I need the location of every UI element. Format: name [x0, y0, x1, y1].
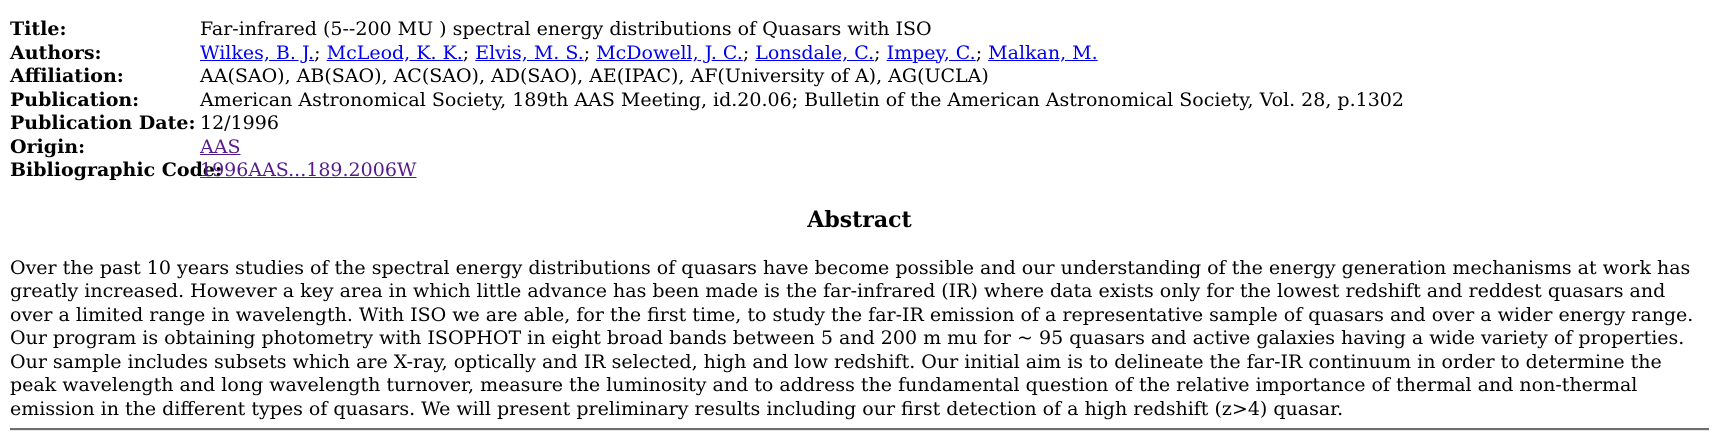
field-label-origin: Origin:: [10, 135, 86, 158]
author-separator: ;: [742, 41, 756, 64]
bottom-divider: [10, 428, 1709, 431]
author-separator: ;: [583, 41, 597, 64]
author-link[interactable]: Impey, C.: [886, 41, 976, 64]
bibcode-link[interactable]: 1996AAS...189.2006W: [200, 159, 417, 181]
author-separator: ;: [462, 41, 476, 64]
field-label-publication-date: Publication Date:: [10, 112, 196, 134]
author-list: [200, 42, 1709, 66]
author-link[interactable]: Malkan, M.: [988, 41, 1098, 64]
author-link[interactable]: McDowell, J. C.: [596, 41, 743, 64]
affiliation-value: AA(SAO), AB(SAO), AC(SAO), AD(SAO), AE(IPAC), AF(University of A), AG(UCLA): [200, 65, 989, 87]
abstract-text: Over the past 10 years studies of the spectral energy distributions of quasars have become possible and our understanding of the energy generation mechanisms at work has greatly increased. However a key area in which little advance has been made is the far-infrared (IR) where data exists only for the lowest redshift and reddest quasars and over a limited range in wavelength. With ISO we are able, for the first time, to study the far-IR emission of a representative sample of quasars and over a wider energy range. Our program is obtaining photometry with ISOPHOT in eight broad bands between 5 and 200 m mu for ~ 95 quasars and active galaxies having a wide variety of properties. Our sample includes subsets which are X-ray, optically and IR selected, high and low redshift. Our initial aim is to delineate the far-IR continuum in order to determine the peak wavelength and long wavelength turnover, measure the luminosity and to address the fundamental question of the relative importance of thermal and non-thermal emission in the different types of quasars. We will present preliminary results including our first detection of a high redshift (z>4) quasar.: [10, 256, 1694, 420]
field-label-publication: Publication:: [10, 88, 140, 111]
publication-date-value: 12/1996: [200, 112, 279, 134]
origin-value: [200, 136, 1709, 160]
author-link[interactable]: McLeod, K. K.: [326, 41, 463, 64]
field-label-authors: Authors:: [10, 41, 102, 64]
field-label-affiliation: Affiliation:: [10, 65, 124, 87]
author-separator: ;: [314, 41, 327, 64]
publication-value: American Astronomical Society, 189th AAS Meeting, id.20.06; Bulletin of the American Astronomical Society, Vol. 28, p.1302: [200, 88, 1404, 111]
abstract-heading: Abstract: [807, 206, 912, 233]
field-label-title: Title:: [10, 18, 67, 40]
author-link[interactable]: Lonsdale, C.: [755, 41, 875, 64]
author-link[interactable]: Wilkes, B. J.: [200, 41, 315, 64]
author-separator: ;: [874, 41, 887, 64]
origin-link[interactable]: AAS: [200, 135, 241, 158]
bibcode-value: [200, 159, 1709, 183]
author-separator: ;: [975, 41, 989, 64]
metadata-table: [10, 18, 1709, 183]
field-label-bibcode: Bibliographic Code:: [10, 159, 222, 181]
paper-title: Far-infrared (5--200 MU ) spectral energy distributions of Quasars with ISO: [200, 18, 932, 40]
author-link[interactable]: Elvis, M. S.: [475, 41, 584, 64]
